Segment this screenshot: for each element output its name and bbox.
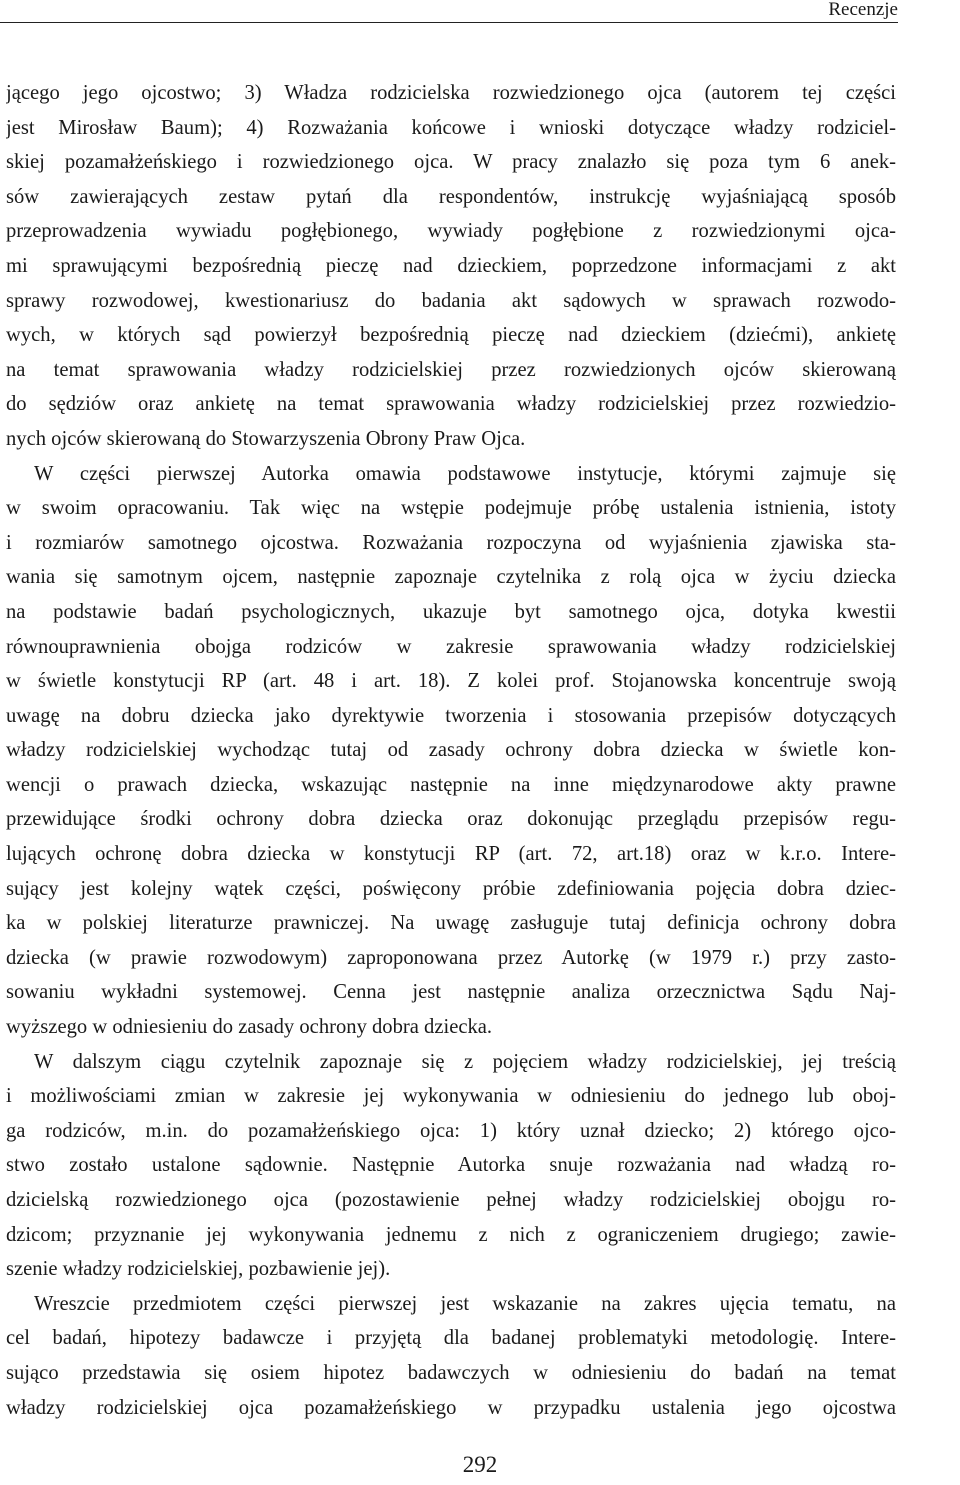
text-line: sujący jest kolejny wątek części, poświęcony próbie zdefiniowania pojęcia dobra dziec- <box>6 877 896 900</box>
text-line: ga rodziców, m.in. do pozamałżeńskiego ojca: 1) który uznał dziecko; 2) którego ojco- <box>6 1119 896 1142</box>
running-head <box>0 0 898 23</box>
text-line: szenie władzy rodzicielskiej, pozbawienie jej). <box>6 1258 391 1281</box>
text-line: i możliwościami zmian w zakresie jej wykonywania w odniesieniu do jednego lub oboj- <box>6 1085 896 1108</box>
text-line: jącego jego ojcostwo; 3) Władza rodzicielska rozwiedzionego ojca (autorem tej części <box>6 82 896 104</box>
text-line: ka w polskiej literaturze prawniczej. Na uwagę zasługuje tutaj definicja ochrony dobra <box>6 912 896 935</box>
text-line: jest Mirosław Baum); 4) Rozważania końcowe i wnioski dotyczące władzy rodziciel- <box>6 116 896 139</box>
text-line: sów zawierających zestaw pytań dla respondentów, instrukcję wyjaśniającą sposób <box>6 185 896 208</box>
text-line: na podstawie badań psychologicznych, ukazuje byt samotnego ojca, dotyka kwestii <box>6 600 896 623</box>
text-line: Wreszcie przedmiotem części pierwszej jest wskazanie na zakres ujęcia tematu, na <box>34 1292 896 1315</box>
text-line: stwo zostało ustalone sądownie. Następnie Autorka snuje rozważania nad władzą ro- <box>6 1154 896 1177</box>
text-line: do sędziów oraz ankietę na temat sprawowania władzy rodzicielskiej przez rozwiedzio- <box>6 393 896 416</box>
text-line: lujących ochronę dobra dziecka w konstytucji RP (art. 72, art.18) oraz w k.r.o. Intere- <box>6 843 896 866</box>
text-line: przeprowadzenia wywiadu pogłębionego, wywiady pogłębione z rozwiedzionymi ojca- <box>6 220 896 243</box>
text-line: i rozmiarów samotnego ojcostwa. Rozważania rozpoczyna od wyjaśnienia zjawiska sta- <box>6 531 896 554</box>
text-line: mi sprawującymi bezpośrednią pieczę nad dzieckiem, poprzedzone informacjami z akt <box>6 254 896 277</box>
text-line: uwagę na dobru dziecka jako dyrektywie tworzenia i stosowania przepisów dotyczących <box>6 704 896 727</box>
body-text <box>6 76 896 1425</box>
text-line: przewidujące środki ochrony dobra dziecka oraz dokonując przeglądu przepisów regu- <box>6 808 896 831</box>
text-line: dzicom; przyznanie jej wykonywania jednemu z nich z ograniczeniem drugiego; zawie- <box>6 1223 896 1246</box>
text-line: w świetle konstytucji RP (art. 48 i art. 18). Z kolei prof. Stojanowska koncentruje swoją <box>6 670 896 693</box>
text-line: wania się samotnym ojcem, następnie zapoznaje czytelnika z rolą ojca w życiu dziecka <box>6 566 896 589</box>
text-line: sująco przedstawia się osiem hipotez badawczych w odniesieniu do badań na temat <box>6 1361 896 1384</box>
text-line: sprawy rozwodowej, kwestionariusz do badania akt sądowych w sprawach rozwodo- <box>6 289 896 312</box>
text-line: na temat sprawowania władzy rodzicielskiej przez rozwiedzionych ojców skierowaną <box>6 358 896 381</box>
text-line: władzy rodzicielskiej ojca pozamałżeńskiego w przypadku ustalenia jego ojcostwa <box>6 1396 896 1419</box>
text-line: cel badań, hipotezy badawcze i przyjętą dla badanej problematyki metodologię. Intere- <box>6 1327 896 1350</box>
text-line: skiej pozamałżeńskiego i rozwiedzionego ojca. W pracy znalazło się poza tym 6 anek- <box>6 151 896 174</box>
text-line: W części pierwszej Autorka omawia podstawowe instytucje, którymi zajmuje się <box>34 462 896 485</box>
text-line: w swoim opracowaniu. Tak więc na wstępie podejmuje próbę ustalenia istnienia, istoty <box>6 497 896 520</box>
text-line: wencji o prawach dziecka, wskazując następnie na inne międzynarodowe akty prawne <box>6 773 896 796</box>
text-line: władzy rodzicielskiej wychodząc tutaj od zasady ochrony dobra dziecka w świetle kon- <box>6 739 896 762</box>
text-line: nych ojców skierowaną do Stowarzyszenia Obrony Praw Ojca. <box>6 427 526 450</box>
text-line: równouprawnienia obojga rodziców w zakresie sprawowania władzy rodzicielskiej <box>6 635 896 658</box>
running-title: Recenzje <box>828 0 898 20</box>
text-line: sowaniu wykładni systemowej. Cenna jest następnie analiza orzecznictwa Sądu Naj- <box>6 981 896 1004</box>
text-line: dziecka (w prawie rozwodowym) zaproponowana przez Autorkę (w 1979 r.) przy zasto- <box>6 946 896 969</box>
text-line: wyższego w odniesieniu do zasady ochrony dobra dziecka. <box>6 1016 493 1039</box>
text-line: wych, w których sąd powierzył bezpośrednią pieczę nad dzieckiem (dziećmi), ankietę <box>6 324 896 347</box>
text-line: W dalszym ciągu czytelnik zapoznaje się z pojęciem władzy rodzicielskiej, jej treścią <box>34 1050 896 1073</box>
text-line: dzicielską rozwiedzionego ojca (pozostawienie pełnej władzy rodzicielskiej obojgu ro- <box>6 1189 896 1211</box>
page-number: 292 <box>462 1452 498 1477</box>
